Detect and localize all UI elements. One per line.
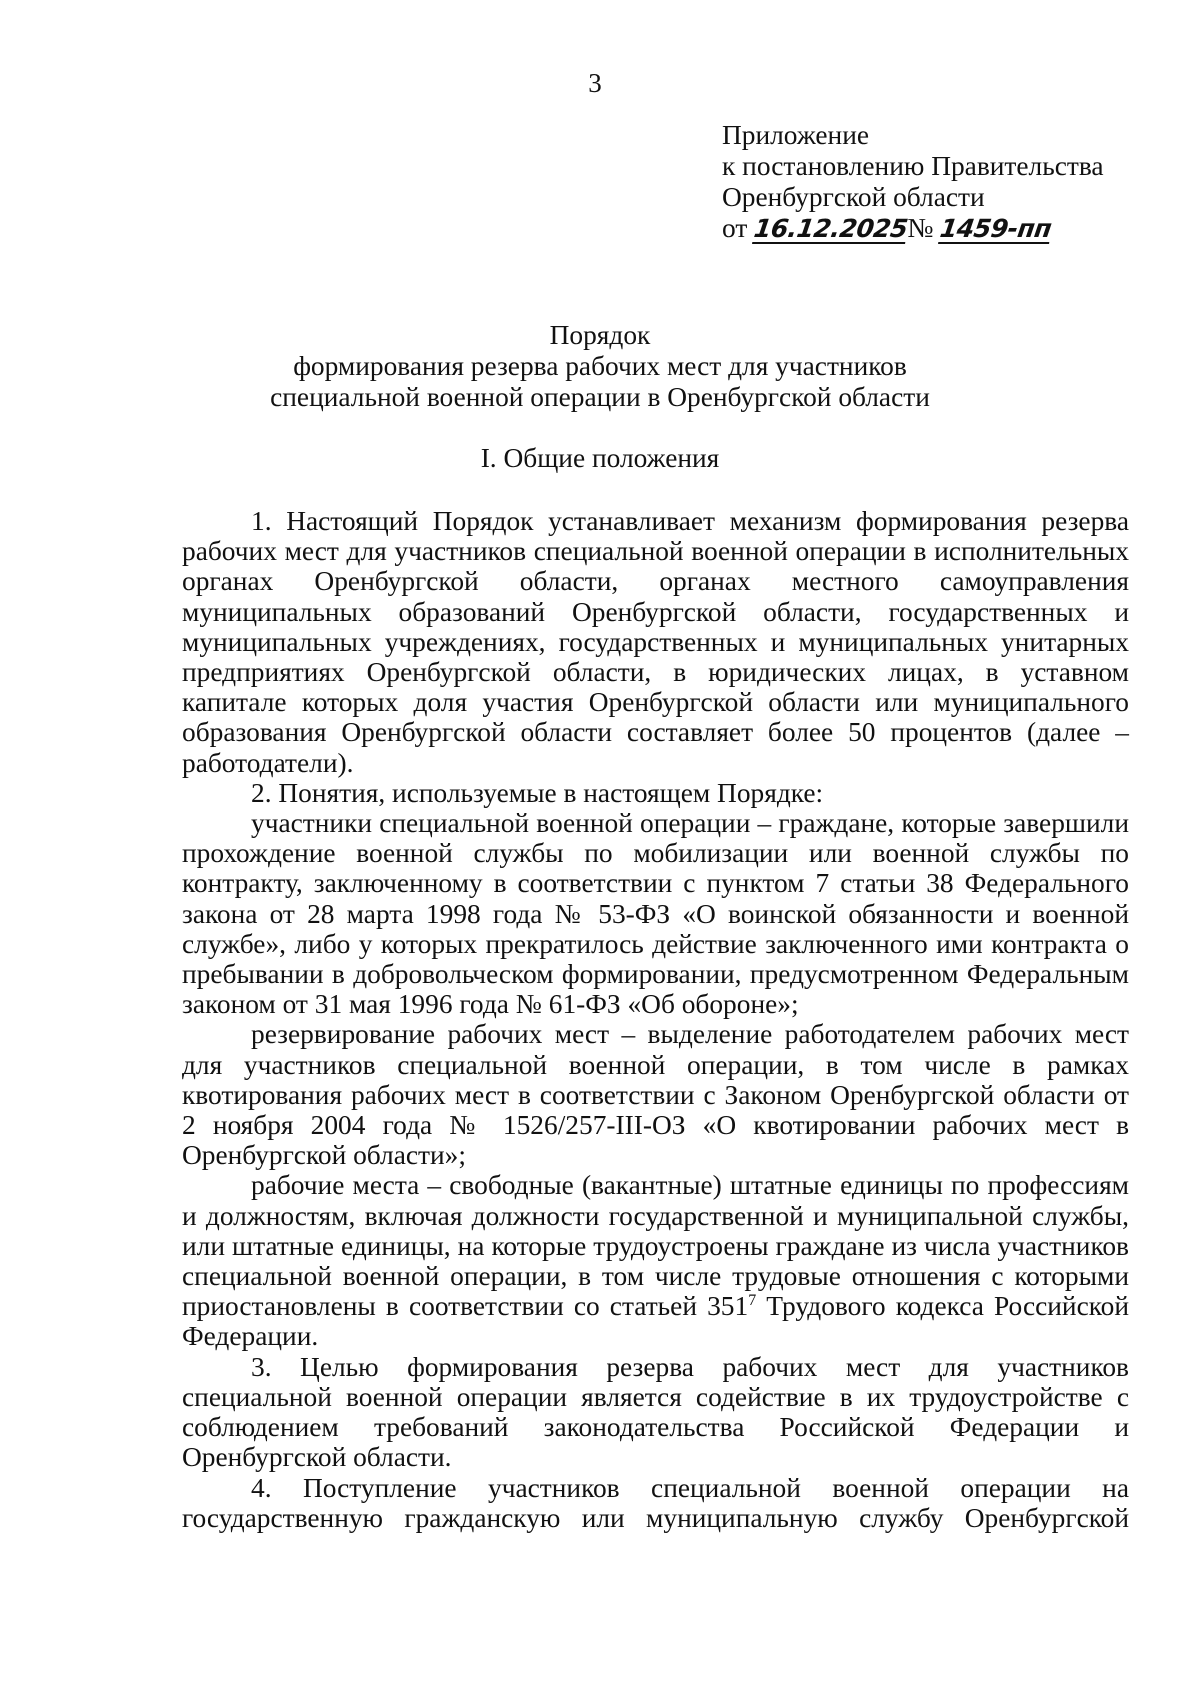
page-number: 3 [588, 68, 602, 98]
paragraph-definition-workplaces [182, 1170, 1129, 1351]
document-body [182, 506, 1129, 1533]
workplaces-text-start: рабочие места – свободные (вакантные) штатные единицы по профессиям и должностям, включая должности государственной и муниципальной службы, или штатные единицы, на которые трудоустроены граждане из числа участников специальной военной операции, в том числе трудовые отношения с которыми приостановлены в соответствии со статьей 351 [182, 1170, 1129, 1322]
paragraph-1: 1. Настоящий Порядок устанавливает механизм формирования резерва рабочих мест для участников специальной военной операции в исполнительных органах Оренбургской области, органах местного самоуправления муниципальных образований Оренбургской области, государственных и муниципальных учреждениях, государственных и муниципальных унитарных предприятиях Оренбургской области, в юридических лицах, в уставном капитале которых доля участия Оренбургской области или муниципального образования Оренбургской области составляет более 50 процентов (далее – работодатели). [182, 506, 1129, 778]
handwritten-number: 1459-пп [938, 214, 1054, 243]
document-title [0, 320, 1200, 413]
title-line-2: формирования резерва рабочих мест для участников [293, 351, 907, 381]
attachment-date-line [722, 213, 1162, 244]
paragraph-3: 3. Целью формирования резерва рабочих мест для участников специальной военной операции является содействие в их трудоустройстве с соблюдением требований законодательства Российской Федерации и Оренбургской области. [182, 1351, 1129, 1473]
section-heading: I. Общие положения [480, 443, 720, 473]
article-superscript: 7 [748, 1292, 757, 1310]
title-line-3: специальной военной операции в Оренбургской области [270, 382, 930, 412]
date-prefix: от [722, 213, 748, 243]
paragraph-2: 2. Понятия, используемые в настоящем Порядке: [251, 777, 824, 808]
paragraph-definition-participants: участники специальной военной операции – граждане, которые завершили прохождение военной службы по мобилизации или военной службы по контракту, заключенному в соответствии с пунктом 7 статьи 38 Федерального закона от 28 марта 1998 года № 53-ФЗ «О воинской обязанности и военной службе», либо у которых прекратилось действие заключенного ими контракта о пребывании в добровольческом формировании, предусмотренном Федеральным законом от 31 мая 1996 года № 61-ФЗ «Об обороне»; [182, 808, 1129, 1020]
attachment-line-3: Оренбургской области [722, 182, 985, 212]
attachment-line-1: Приложение [722, 120, 870, 150]
handwritten-date: 16.12.2025 [752, 214, 910, 243]
paragraph-definition-reservation: резервирование рабочих мест – выделение работодателем рабочих мест для участников специальной военной операции, в том числе в рамках квотирования рабочих мест в соответствии с Законом Оренбургской области от 2 ноября 2004 года № 1526/257-III-ОЗ «О квотировании рабочих мест в Оренбургской области»; [182, 1019, 1129, 1171]
attachment-line-2: к постановлению Правительства [722, 151, 1104, 181]
number-prefix: № [907, 213, 934, 243]
title-line-1: Порядок [549, 320, 651, 350]
paragraph-4: 4. Поступление участников специальной военной операции на государственную гражданскую или муниципальную службу Оренбургской [182, 1472, 1129, 1533]
workplaces-text-end: Трудового кодекса Российской Федерации. [182, 1291, 1129, 1352]
attachment-block [722, 120, 1162, 244]
